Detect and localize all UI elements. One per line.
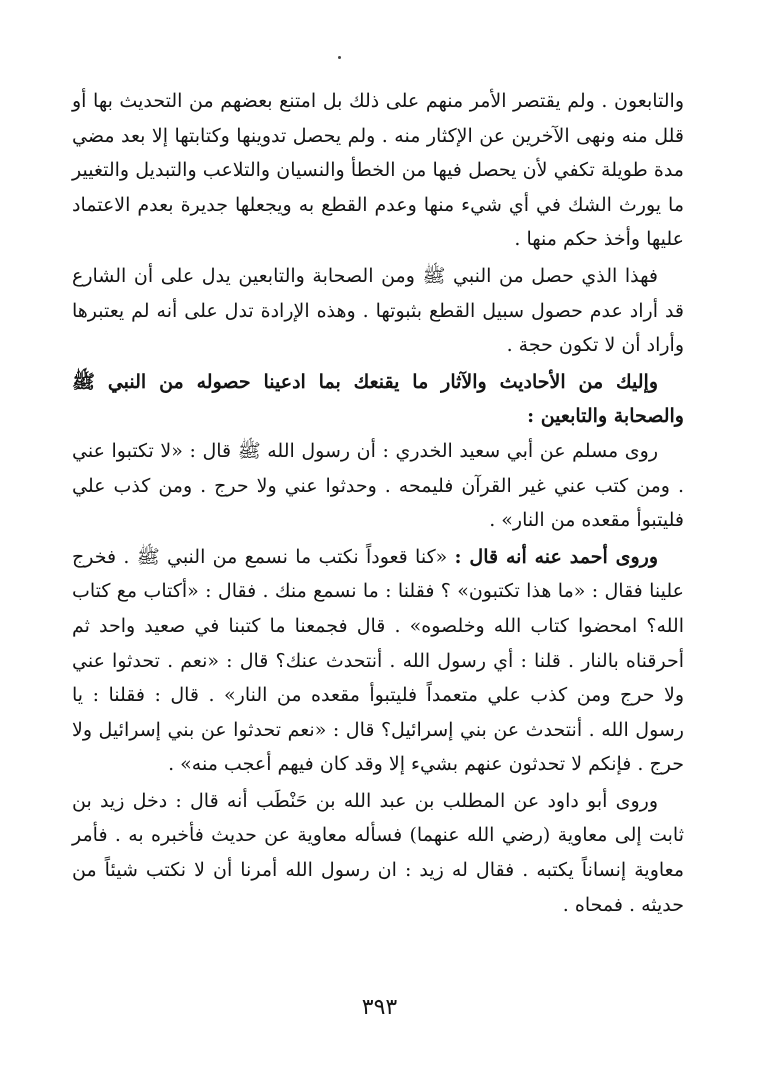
paragraph-2: فهذا الذي حصل من النبي ﷺ ومن الصحابة والتابعين يدل على أن الشارع قد أراد عدم حصول سبيل القطع بثبوتها . وهذه الإرادة تدل على أنه لم يعتبرها وأراد أن لا تكون حجة . (72, 264, 684, 357)
body-text (72, 84, 684, 922)
print-speck (338, 56, 341, 59)
paragraph-4-lead: وروى أحمد عنه أنه قال : (454, 545, 658, 568)
section-heading: وإليك من الأحاديث والآثار ما يقنعك بما ادعينا حصوله من النبي ﷺ والصحابة والتابعين : (72, 370, 684, 428)
paragraph-3: روى مسلم عن أبي سعيد الخدري : أن رسول الله ﷺ قال : «لا تكتبوا عني . ومن كتب عني غير القرآن فليمحه . وحدثوا عني ولا حرج . ومن كذب علي فليتبوأ مقعده من النار» . (72, 439, 684, 532)
page-number: ٣٩٣ (361, 995, 398, 1020)
paragraph-1: والتابعون . ولم يقتصر الأمر منهم على ذلك بل امتنع بعضهم من التحديث بها أو قلل منه ونهى الآخرين عن الإكثار منه . ولم يحصل تدوينها وكتابتها إلا بعد مضي مدة طويلة تكفي لأن يحصل فيها من الخطأ والنسيان والتلاعب والتبديل والتغيير ما يورث الشك في أي شيء منها وعدم القطع به ويجعلها جديرة بعدم الاعتماد عليها وأخذ حكم منها . (72, 90, 684, 251)
paragraph-4-body: «كنا قعوداً نكتب ما نسمع من النبي ﷺ . فخرج علينا فقال : «ما هذا تكتبون» ؟ فقلنا : ما نسمع منك . فقال : «أكتاب مع كتاب الله؟ امحضوا كتاب الله وخلصوه» . قال فجمعنا ما كتبنا في صعيد واحد ثم أحرقناه بالنار . قلنا : أي رسول الله . أنتحدث عنك؟ قال : «نعم . تحدثوا عني ولا حرج ومن كذب علي متعمداً فليتبوأ مقعده من النار» . قال : فقلنا : يا رسول الله . أنتحدث عن بني إسرائيل؟ قال : «نعم تحدثوا عن بني إسرائيل ولا حرج . فإنكم لا تحدثون عنهم بشيء إلا وقد كان فيهم أعجب منه» . (72, 545, 684, 776)
paragraph-5: وروى أبو داود عن المطلب بن عبد الله بن حَنْطَب أنه قال : دخل زيد بن ثابت إلى معاوية (رضي الله عنهما) فسأله معاوية عن حديث فأخبره به . فأمر معاوية إنساناً يكتبه . فقال له زيد : ان رسول الله أمرنا أن لا نكتب شيئاً من حديثه . فمحاه . (72, 789, 684, 916)
paragraph-4 (72, 540, 684, 782)
